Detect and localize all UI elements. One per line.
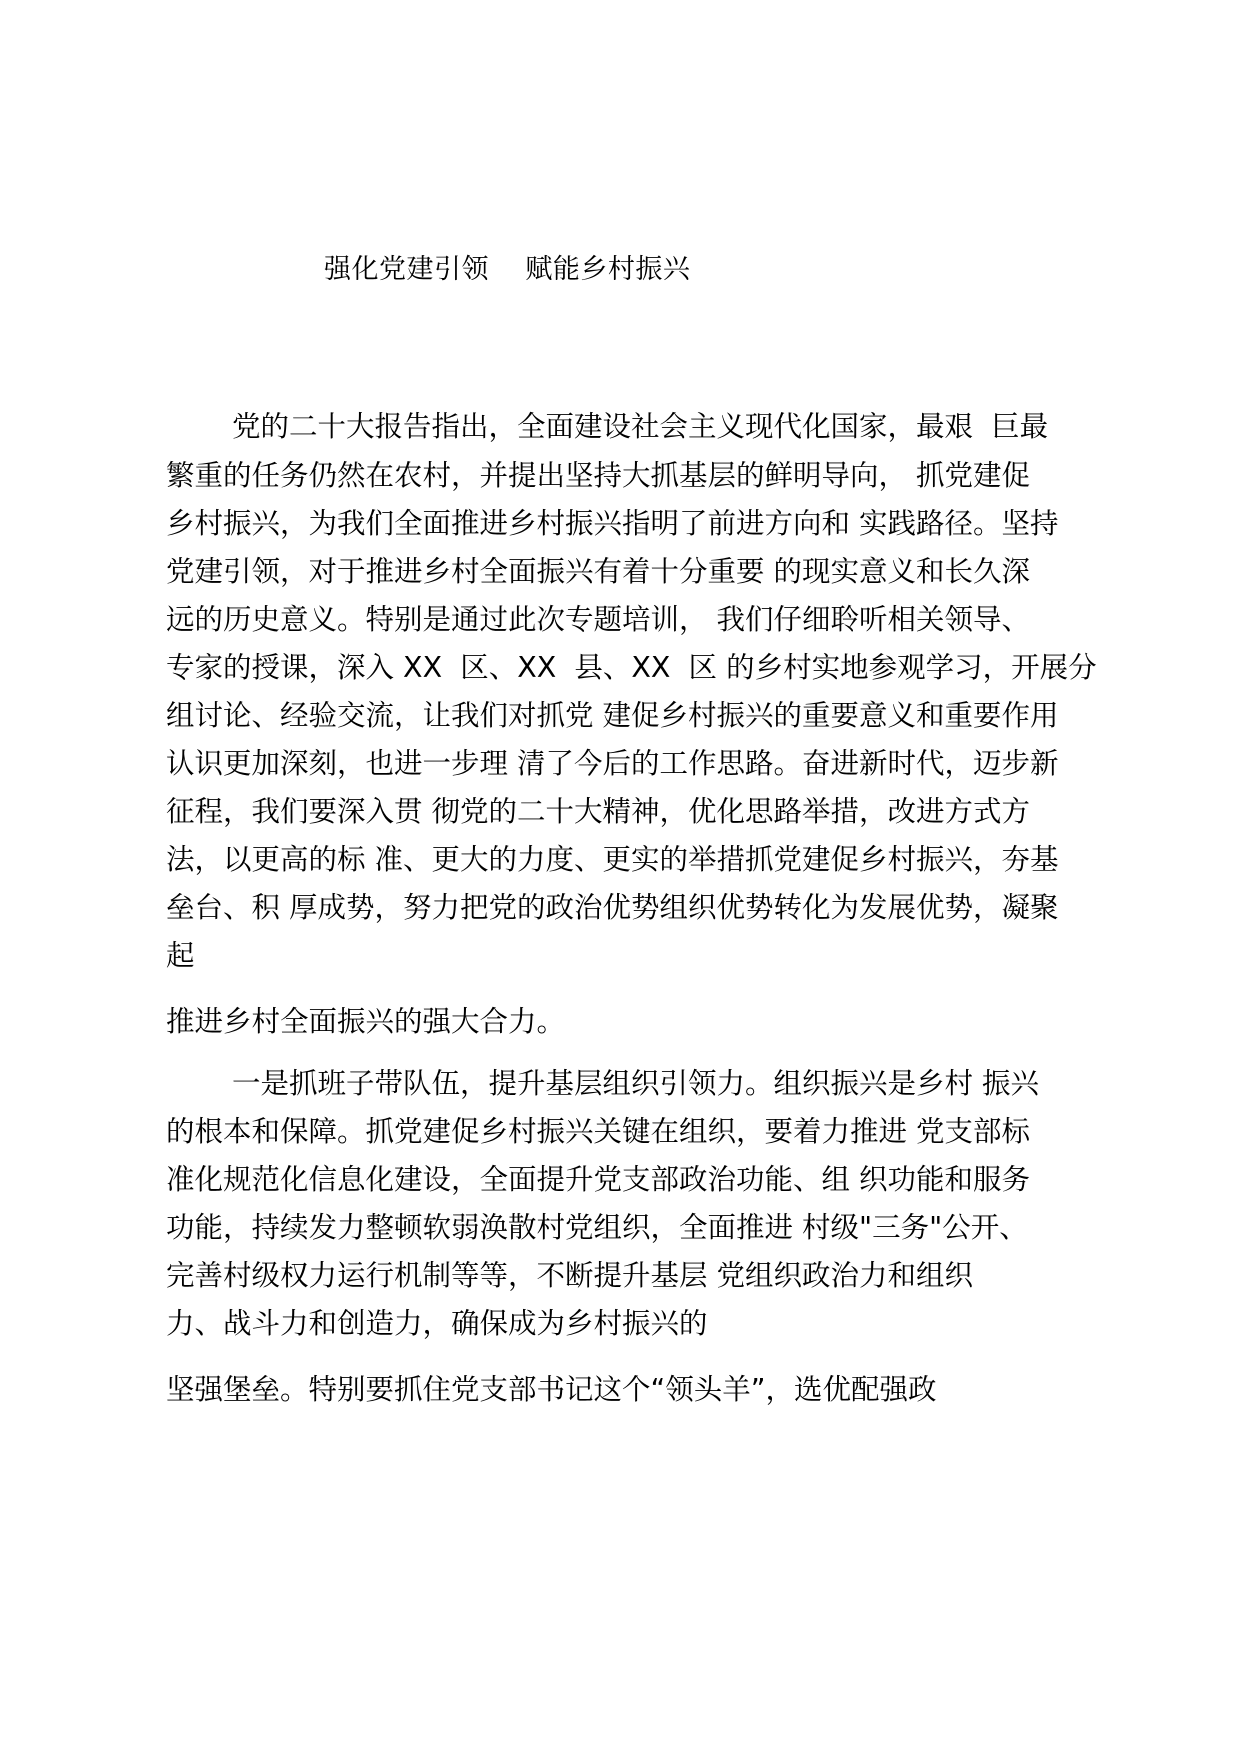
paragraph2-line-7: 坚强堡垒。特别要抓住党支部书记这个“领头羊”，选优配强政 <box>166 1373 937 1406</box>
paragraph1-line-4: 党建引领，对于推进乡村全面振兴有着十分重要 的现实意义和长久深 <box>166 555 1031 588</box>
paragraph1-line-2: 繁重的任务仍然在农村，并提出坚持大抓基层的鲜明导向， 抓党建促 <box>166 459 1031 492</box>
paragraph1-line-3: 乡村振兴，为我们全面推进乡村振兴指明了前进方向和 实践路径。坚持 <box>166 507 1059 540</box>
paragraph1-line-13: 推进乡村全面振兴的强大合力。 <box>166 1005 566 1038</box>
paragraph1-line-10: 法，以更高的标 准、更大的力度、更实的举措抓党建促乡村振兴，夯基 <box>166 843 1059 876</box>
paragraph1-line-11: 垒台、积 厚成势，努力把党的政治优势组织优势转化为发展优势，凝聚 <box>166 891 1059 924</box>
paragraph1-line-7: 组讨论、经验交流，让我们对抓党 建促乡村振兴的重要意义和重要作用 <box>166 699 1059 732</box>
paragraph2-line-2: 的根本和保障。抓党建促乡村振兴关键在组织，要着力推进 党支部标 <box>166 1115 1031 1148</box>
paragraph2-line-6: 力、战斗力和创造力，确保成为乡村振兴的 <box>166 1307 708 1340</box>
paragraph2-line-4: 功能，持续发力整顿软弱涣散村党组织，全面推进 村级"三务"公开、 <box>166 1211 1028 1244</box>
paragraph1-line-12: 起 <box>166 939 195 972</box>
document-title: 强化党建引领 赋能乡村振兴 <box>324 254 691 285</box>
paragraph2-line-5: 完善村级权力运行机制等等，不断提升基层 党组织政治力和组织 <box>166 1259 974 1292</box>
paragraph1-line-8: 认识更加深刻，也进一步理 清了今后的工作思路。奋进新时代，迈步新 <box>166 747 1059 780</box>
paragraph1-line-9: 征程，我们要深入贯 彻党的二十大精神，优化思路举措，改进方式方 <box>166 795 1031 828</box>
paragraph1-line-6: 专家的授课，深入 XX 区、XX 县、XX 区 的乡村实地参观学习，开展分 <box>166 651 1097 684</box>
paragraph1-line-5: 远的历史意义。特别是通过此次专题培训， 我们仔细聆听相关领导、 <box>166 603 1031 636</box>
paragraph2-line-3: 准化规范化信息化建设，全面提升党支部政治功能、组 织功能和服务 <box>166 1163 1031 1196</box>
paragraph2-line-1: 一是抓班子带队伍，提升基层组织引领力。组织振兴是乡村 振兴 <box>232 1067 1040 1100</box>
paragraph1-line-1: 党的二十大报告指出，全面建设社会主义现代化国家，最艰 巨最 <box>232 410 1049 443</box>
